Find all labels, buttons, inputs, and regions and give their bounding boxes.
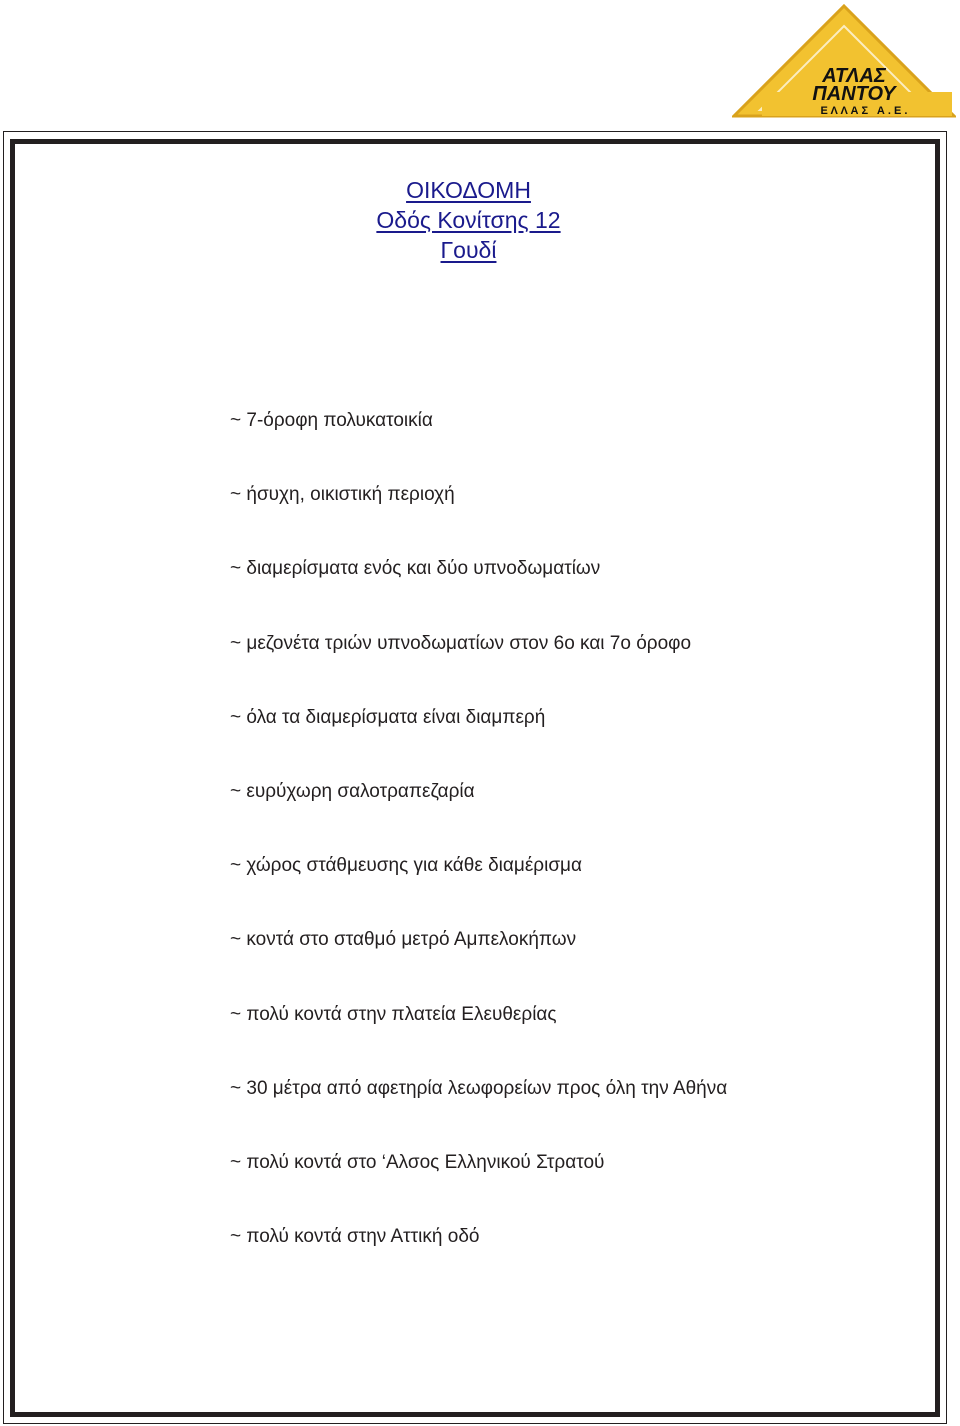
feature-item: ~ κοντά στο σταθμό μετρό Αμπελοκήπων: [230, 929, 577, 951]
feature-item: ~ 30 μέτρα από αφετηρία λεωφορείων προς όλη την Αθήνα: [230, 1077, 728, 1099]
logo-triangle-icon: [732, 4, 956, 118]
feature-item: ~ όλα τα διαμερίσματα είναι διαμπερή: [230, 706, 546, 728]
feature-list: [230, 407, 727, 1297]
feature-item: ~ ήσυχη, οικιστική περιοχή: [230, 484, 455, 506]
feature-item: ~ πολύ κοντά στην Αττική οδό: [230, 1226, 480, 1248]
company-logo: [732, 4, 956, 118]
logo-line-3: Ε Λ Λ Α Σ Α . Ε .: [820, 105, 908, 117]
feature-item: ~ 7-όροφη πολυκατοικία: [230, 410, 433, 431]
feature-item: ~ πολύ κοντά στο ‘Αλσος Ελληνικού Στρατού: [230, 1151, 605, 1173]
title-block: [0, 175, 937, 265]
feature-item: ~ ευρύχωρη σαλοτραπεζαρία: [230, 780, 475, 802]
area-name: Γουδί: [440, 237, 497, 263]
feature-item: ~ διαμερίσματα ενός και δύο υπνοδωματίων: [230, 558, 601, 580]
feature-item: ~ χώρος στάθμευσης για κάθε διαμέρισμα: [230, 855, 582, 877]
page-title: ΟΙΚΟΔΟΜΗ: [406, 177, 531, 203]
street-address: Οδός Κονίτσης 12: [376, 207, 561, 233]
logo-line-1: ΑΤΛΑΣ: [822, 65, 886, 87]
feature-item: ~ πολύ κοντά στην πλατεία Ελευθερίας: [230, 1003, 557, 1025]
feature-item: ~ μεζονέτα τριών υπνοδωματίων στον 6ο και 7ο όροφο: [230, 632, 692, 654]
logo-line-2: ΠΑΝΤΟΥ: [812, 83, 896, 105]
